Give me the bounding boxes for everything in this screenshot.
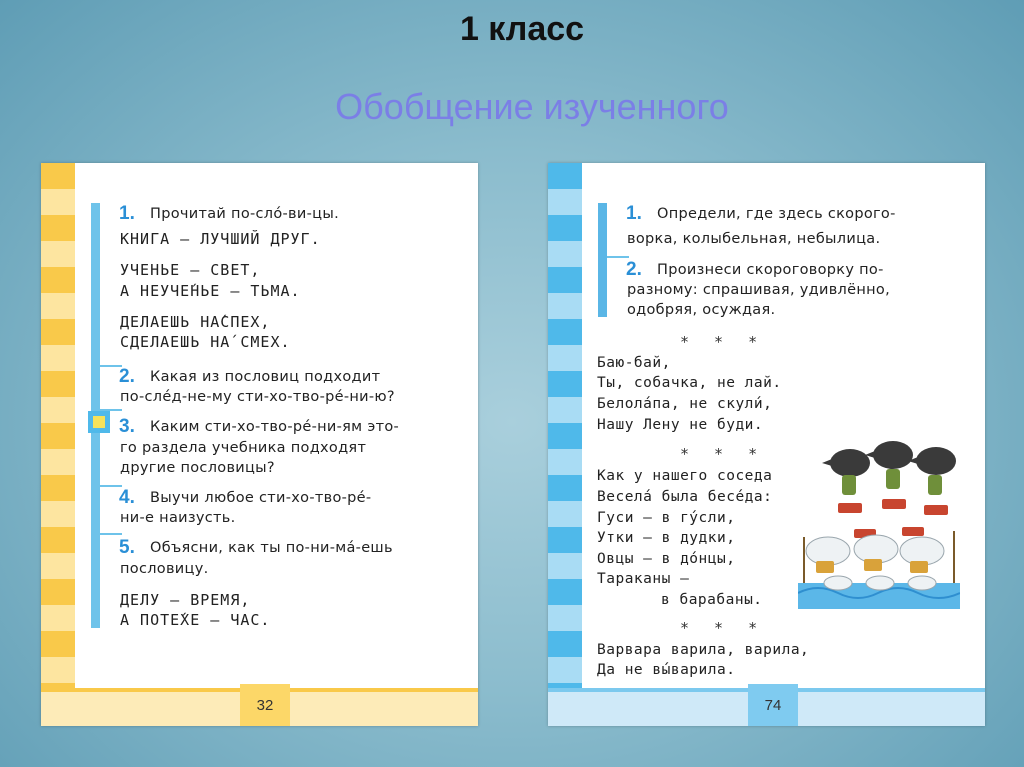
slide-subtitle: Обобщение изученного	[335, 86, 729, 127]
poem-line: Весела́ была бесе́да:	[597, 489, 773, 505]
left-textbook-page	[41, 163, 478, 726]
poem-line: Как у нашего соседа	[597, 468, 773, 484]
poem-line: в барабаны.	[661, 592, 763, 608]
task-text: Объясни, как ты по-ни-мá-ешь	[150, 540, 393, 556]
proverb-line: УЧЕНЬЕ – СВЕТ,	[120, 261, 261, 279]
section-separator: * * *	[680, 333, 766, 351]
slide-title: 1 класс	[459, 10, 585, 48]
task-number: 2.	[119, 366, 135, 387]
task-text: го раздела учебника подходят	[120, 440, 367, 456]
task-text: ни-е наизусть.	[120, 510, 236, 526]
task-number: 1.	[119, 203, 135, 224]
task-number: 5.	[119, 537, 135, 558]
section-separator: * * *	[680, 445, 766, 463]
task-number: 3.	[119, 416, 135, 437]
poem-line: Нашу Лену не буди.	[597, 417, 764, 433]
task-number: 4.	[119, 487, 135, 508]
task-text: разному: спрашивая, удивлённо,	[627, 282, 890, 298]
task-text: Каким сти-хо-тво-рé-ни-ям это-	[150, 419, 400, 435]
poem-line: Овцы – в до́нцы,	[597, 551, 736, 567]
right-textbook-page	[548, 163, 985, 726]
task-text: по-слéд-не-му сти-хо-тво-рé-ни-ю?	[120, 389, 395, 405]
task-text: одобряя, осуждая.	[627, 302, 776, 318]
task-divider	[100, 533, 122, 535]
task-text: ворка, колыбельная, небылица.	[627, 231, 881, 247]
proverb-line: А НЕУЧЕ́НЬЕ – ТЬМА.	[120, 282, 301, 300]
task-divider	[607, 256, 629, 258]
decorative-stripe	[548, 163, 582, 688]
task-number: 2.	[626, 259, 642, 280]
poem-line: Ты, собачка, не лай.	[597, 375, 782, 391]
proverb-line: ДЕЛАЕШЬ НА́СПЕХ,	[120, 313, 271, 331]
task-bar	[598, 203, 607, 317]
decorative-stripe	[41, 163, 75, 688]
proverb-line: ДЕЛУ – ВРЕМЯ,	[120, 591, 251, 609]
task-text: Какая из пословиц подходит	[150, 369, 381, 385]
task-text: Определи, где здесь скорого-	[657, 206, 896, 222]
page-number: 32	[240, 684, 290, 726]
birds-musicians-illustration	[798, 433, 960, 609]
poem-line: Баю-бай,	[597, 355, 671, 371]
task-text: Произнеси скороговорку по-	[657, 262, 884, 278]
poem-line: Гуси – в гу́сли,	[597, 510, 736, 526]
poem-line: Варвара варила, варила,	[597, 642, 810, 658]
page-number: 74	[748, 684, 798, 726]
poem-line: Тараканы –	[597, 571, 690, 587]
star-marker-icon	[88, 411, 110, 433]
poem-line: Да не вы́варила.	[597, 662, 736, 678]
task-text: другие пословицы?	[120, 460, 275, 476]
task-text: Прочитай по-сло́-ви-цы.	[150, 206, 339, 222]
task-text: пословицу.	[120, 561, 209, 577]
proverb-line: А ПОТЕ́ХЕ – ЧАС.	[120, 611, 271, 629]
proverb-line: КНИГА – ЛУЧШИЙ ДРУГ.	[120, 230, 321, 248]
poem-line: Белола́па, не скули́,	[597, 396, 773, 412]
task-number: 1.	[626, 203, 642, 224]
poem-line: Утки – в дудки,	[597, 530, 736, 546]
proverb-line: СДЕЛАЕШЬ НА́ СМЕХ.	[120, 333, 291, 351]
task-text: Выучи любое сти-хо-тво-рé-	[150, 490, 372, 506]
section-separator: * * *	[680, 619, 766, 637]
